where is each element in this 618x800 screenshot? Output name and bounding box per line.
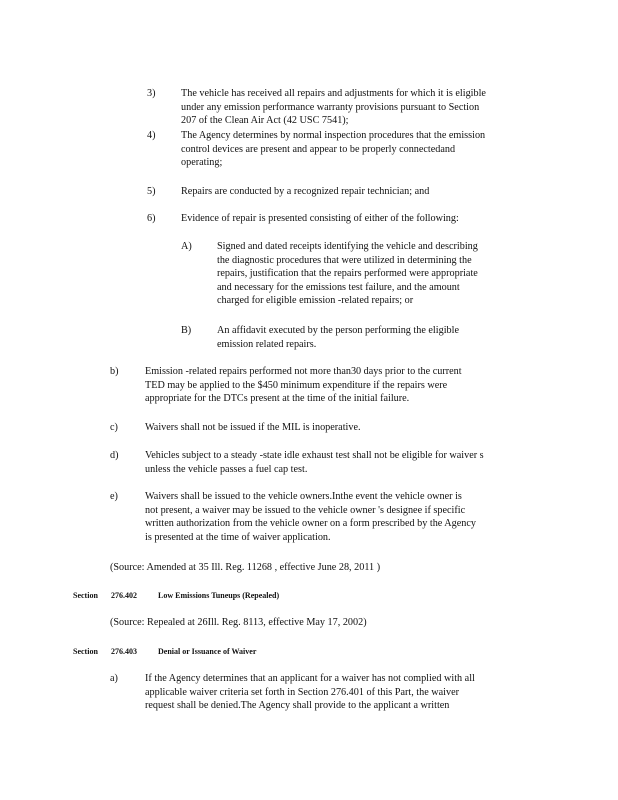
subitem-label: B)	[181, 325, 192, 336]
item-label: d)	[110, 450, 119, 461]
source-note: (Source: Repealed at 26Ill. Reg. 8113, effective May 17, 2002)	[110, 617, 367, 628]
item-label: c)	[110, 422, 118, 433]
source-note: (Source: Amended at 35 Ill. Reg. 11268 , effective June 28, 2011 )	[110, 562, 381, 573]
item-label: e)	[110, 491, 118, 502]
section-title: Low Emissions Tuneups (Repealed)	[158, 591, 280, 600]
item-text: If the Agency determines that an applicant for a waiver has not complied with all applicable waiver criteria set forth in Section 276.401 of this Part, the waiver request shall be denied.The Agency shall provide to the applicant a written	[145, 673, 475, 712]
item-text: Emission -related repairs performed not more than30 days prior to the current TED may be applied to the $450 minimum expenditure if the repairs were appropriate for the DTCs present at the time of the initial failure.	[145, 366, 462, 405]
item-text: Waivers shall be issued to the vehicle owners.Inthe event the vehicle owner is not present, a waiver may be issued to the vehicle owner 's designee if specific written authorization from the vehicle owner on a form prescribed by the Agency is presented at the time of waiver application.	[145, 491, 476, 543]
item-label: 6)	[147, 213, 156, 224]
item-text: Waivers shall not be issued if the MIL is inoperative.	[145, 422, 361, 433]
section-number: 276.403	[111, 647, 137, 656]
item-text: The vehicle has received all repairs and adjustments for which it is eligible under any emission performance warranty provisions pursuant to Section 207 of the Clean Air Act (42 USC 7541);	[181, 88, 486, 127]
item-label: 4)	[147, 130, 156, 141]
section-label: Section	[73, 591, 98, 600]
subitem-label: A)	[181, 241, 192, 252]
item-label: b)	[110, 366, 119, 377]
subitem-text: Signed and dated receipts identifying the vehicle and describing the diagnostic procedures that were utilized in determining the repairs, justification that the repairs performed were appropriate and necessary for the emissions test failure, and the amount charged for eligible emission -related repairs; or	[217, 241, 478, 307]
item-label: 5)	[147, 186, 156, 197]
item-text: Vehicles subject to a steady -state idle exhaust test shall not be eligible for waiver s unless the vehicle passes a fuel cap test.	[145, 450, 484, 475]
subitem-text: An affidavit executed by the person performing the eligible emission related repairs.	[217, 325, 459, 350]
section-title: Denial or Issuance of Waiver	[158, 647, 257, 656]
section-number: 276.402	[111, 591, 137, 600]
item-label: 3)	[147, 88, 156, 99]
item-text: Repairs are conducted by a recognized repair technician; and	[181, 186, 430, 197]
item-label: a)	[110, 673, 118, 684]
item-text: Evidence of repair is presented consisting of either of the following:	[181, 213, 459, 224]
item-text: The Agency determines by normal inspection procedures that the emission control devices are present and appear to be properly connectedand operating;	[181, 130, 486, 169]
section-label: Section	[73, 647, 98, 656]
